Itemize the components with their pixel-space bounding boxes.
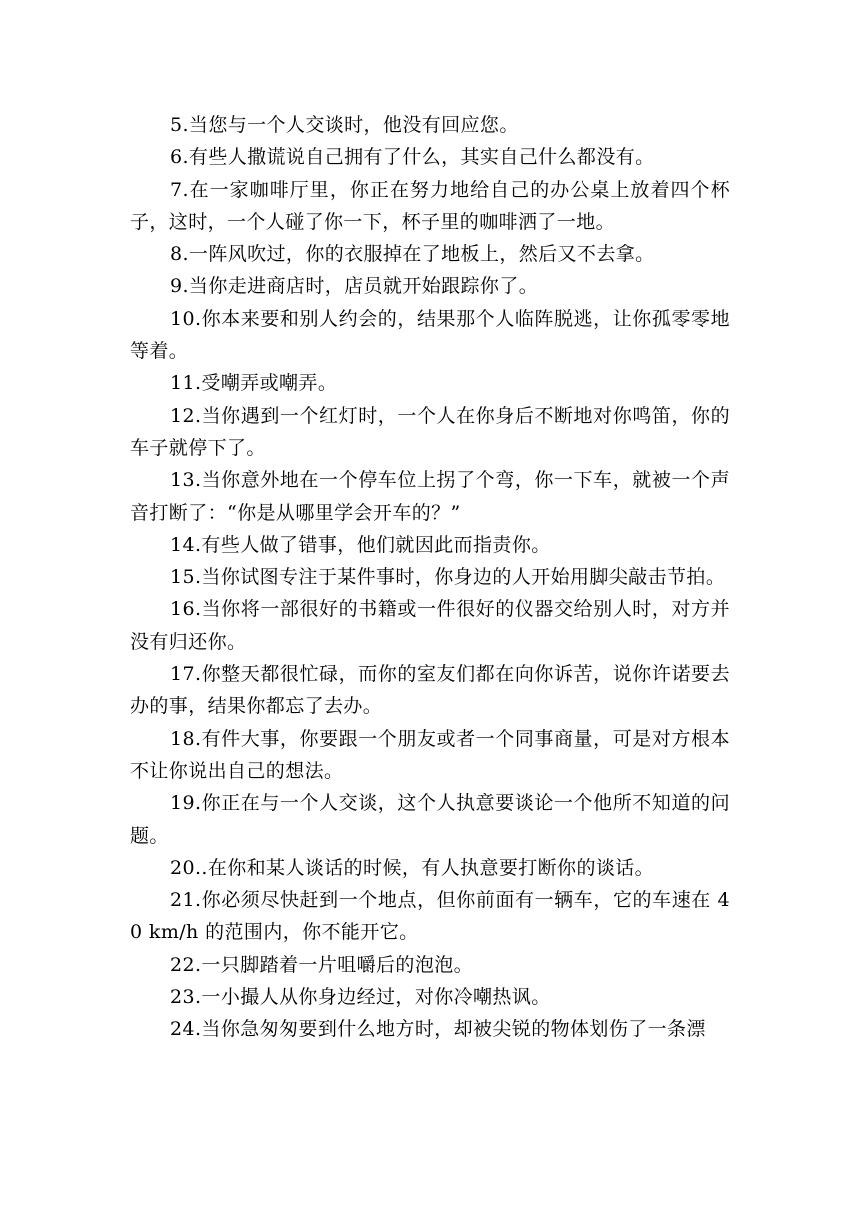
paragraph-item-24: 24.当你急匆匆要到什么地方时，却被尖锐的物体划伤了一条漂 (170, 1018, 706, 1041)
paragraph-item-8: 8.一阵风吹过，你的衣服掉在了地板上，然后又不去拿。 (170, 243, 655, 266)
paragraph-item-11: 11.受嘲弄或嘲弄。 (170, 372, 338, 395)
paragraph-item-13: 13.当你意外地在一个停车位上拐了个弯，你一下车，就被一个声音打断了：“你是从哪里学会开车的？” (130, 469, 730, 524)
paragraph-item-22: 22.一只脚踏着一片咀嚼后的泡泡。 (170, 953, 474, 976)
document-body (130, 109, 730, 1046)
paragraph-item-12: 12.当你遇到一个红灯时，一个人在你身后不断地对你鸣笛，你的车子就停下了。 (130, 404, 730, 459)
paragraph-item-16: 16.当你将一部很好的书籍或一件很好的仪器交给别人时，对方并没有归还你。 (130, 598, 730, 653)
paragraph-item-7: 7.在一家咖啡厅里，你正在努力地给自己的办公桌上放着四个杯子，这时，一个人碰了你一下，杯子里的咖啡洒了一地。 (130, 178, 730, 233)
paragraph-item-17: 17.你整天都很忙碌，而你的室友们都在向你诉苦，说你许诺要去办的事，结果你都忘了去办。 (130, 663, 730, 718)
paragraph-item-19: 19.你正在与一个人交谈，这个人执意要谈论一个他所不知道的问题。 (130, 792, 730, 847)
paragraph-item-10: 10.你本来要和别人约会的，结果那个人临阵脱逃，让你孤零零地等着。 (130, 307, 730, 363)
paragraph-item-5: 5.当您与一个人交谈时，他没有回应您。 (170, 114, 519, 136)
paragraph-item-18: 18.有件大事，你要跟一个朋友或者一个同事商量，可是对方根本不让你说出自己的想法。 (130, 727, 730, 782)
paragraph-item-6: 6.有些人撒谎说自己拥有了什么，其实自己什么都没有。 (170, 146, 655, 169)
paragraph-item-21: 21.你必须尽快赶到一个地点，但你前面有一辆车，它的车速在 40 km/h 的范围内，你不能开它。 (130, 889, 730, 944)
paragraph-item-9: 9.当你走进商店时，店员就开始跟踪你了。 (170, 275, 539, 298)
paragraph-item-15: 15.当你试图专注于某件事时，你身边的人开始用脚尖敲击节拍。 (170, 566, 726, 589)
paragraph-item-23: 23.一小撮人从你身边经过，对你冷嘲热讽。 (170, 986, 551, 1009)
paragraph-item-14: 14.有些人做了错事，他们就因此而指责你。 (170, 533, 551, 556)
paragraph-item-20: 20..在你和某人谈话的时候，有人执意要打断你的谈话。 (170, 856, 655, 879)
